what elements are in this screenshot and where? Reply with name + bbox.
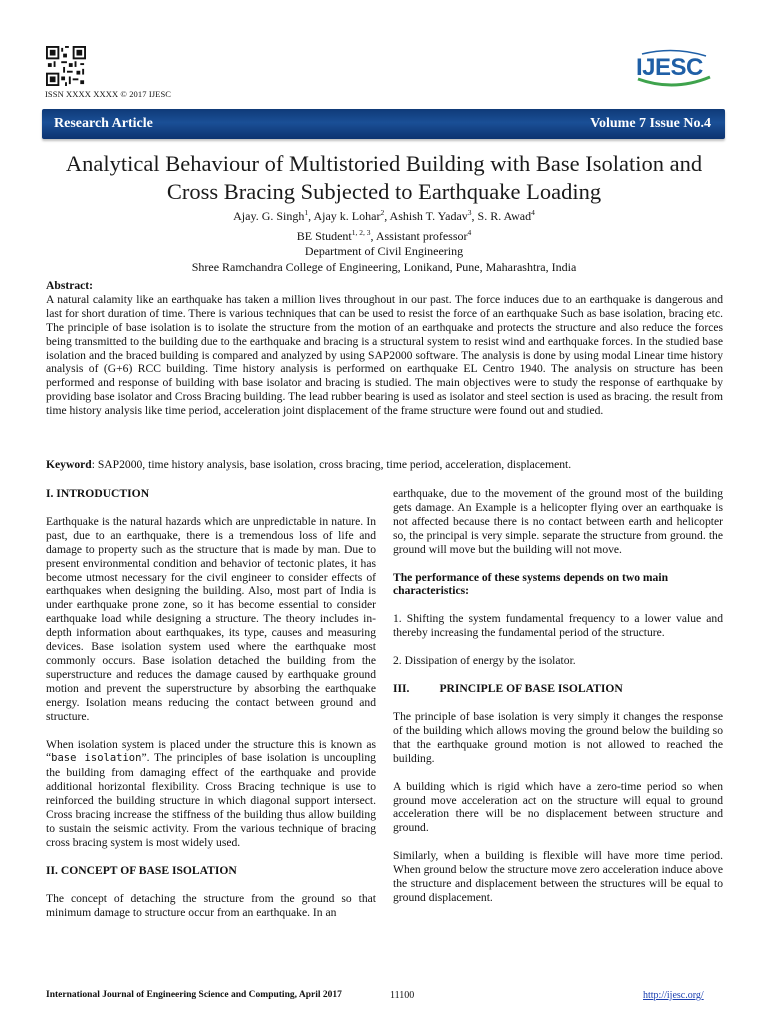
paragraph: earthquake, due to the movement of the ground most of the building gets damage. An Example is a helicopter flying over an earthquake is not affected because there is no contact between earth and helicopter so, the principal is very simple. separate the structure from ground. the ground will move but the building will not move. — [393, 487, 723, 556]
issn-line: ISSN XXXX XXXX © 2017 IJESC — [45, 89, 172, 99]
section-heading: II. CONCEPT OF BASE ISOLATION — [46, 863, 237, 877]
article-type: Research Article — [54, 116, 153, 131]
page-number: 11100 — [390, 990, 415, 1001]
paragraph: The principle of base isolation is very simply it changes the response of the building which allows moving the ground below the building so that the earthquake ground motion is not allowed to reached the building. — [393, 709, 723, 765]
paragraph: Similarly, when a building is flexible will have more time period. When ground below the structure move zero acceleration induce above the structure and displacement between the structures will be equal to ground displacement. — [393, 849, 723, 904]
keyword-label: Keyword — [46, 458, 92, 471]
handwritten-term: base isolation — [51, 752, 142, 765]
keywords — [46, 458, 723, 472]
abstract — [46, 279, 723, 418]
paragraph: Earthquake is the natural hazards which are unpredictable in nature. In past, due to an earthquake, there is a tremendous loss of life and damage to property such as the structure that is made by man. Due to present environmental condition and behavior of tectonic plates, it has become utmost necessary for the civil engineer to consider effects of earthquakes when designing the building. Also, most part of India is under earthquake prone zone, so it has become essential to consider earthquake load while designing a structure. The theory includes in-depth information about earthquakes, its type, causes and measuring devices. Base isolation system used where the earthquake most commonly occurs. Base isolation detached the building from the superstructure and reduces the damage caused by earthquake ground motion and prevent the superstructure by absorbing the earthquake energy. Isolation means reducing the contact between ground and structure. — [46, 514, 376, 723]
footer-journal: International Journal of Engineering Science and Computing, April 2017 — [46, 990, 342, 1000]
qr-code — [46, 46, 86, 86]
left-column — [46, 487, 376, 933]
keyword-text: : SAP2000, time history analysis, base isolation, cross bracing, time period, acceleration, displacement. — [91, 458, 572, 471]
paragraph: 2. Dissipation of energy by the isolator. — [393, 654, 576, 668]
section-heading: I. INTRODUCTION — [46, 487, 150, 500]
right-column — [393, 487, 723, 919]
abstract-heading: Abstract: — [46, 279, 94, 292]
paper-title: Analytical Behaviour of Multistoried Building with Base Isolation and Cross Bracing Subjected to Earthquake Loading — [65, 151, 703, 204]
volume-issue: Volume 7 Issue No.4 — [590, 116, 711, 131]
department: Department of Civil Engineering — [304, 244, 464, 258]
paragraph: The concept of detaching the structure from the ground so that minimum damage to structure occur from an earthquake. In an — [46, 891, 376, 919]
author-roles: BE Student$^{1, 2, 3}$, Assistant professor$^4$ — [296, 227, 472, 243]
article-header-band — [42, 109, 725, 139]
paragraph: When isolation system is placed under the structure this is known as “base isolation”. The principles of base isolation is uncoupling the building from damaging effect of the earthquake and provide additional horizontal flexibility. Cross Bracing technique is use to reinforced the building structure in which diagonal support intersect. Cross bracing increase the stiffness of the building thus allow building to sustain the seismic activity. From the various technique of bracing cross bracing system is most widely used. — [46, 737, 376, 849]
paragraph: 1. Shifting the system fundamental frequency to a lower value and thereby increasing the fundamental period of the structure. — [393, 612, 723, 640]
subsection-heading: The performance of these systems depends on two main characteristics: — [393, 570, 669, 598]
section-heading: III. PRINCIPLE OF BASE ISOLATION — [393, 682, 623, 696]
author-names: Ajay. G. Singh$^1$, Ajay k. Lohar$^2$, Ashish T. Yadav$^3$, S. R. Awad$^4$ — [233, 208, 535, 223]
journal-logo: IJESC — [634, 48, 714, 92]
affiliation: Shree Ramchandra College of Engineering, Lonikand, Pune, Maharashtra, India — [191, 259, 577, 274]
journal-url-link[interactable]: http://ijesc.org/ — [643, 990, 704, 1001]
paragraph: A building which is rigid which have a zero-time period so when ground move acceleration act on the structure will equal to ground acceleration there will be no displacement between structure and ground. — [393, 779, 723, 835]
abstract-body: A natural calamity like an earthquake has taken a million lives throughout in our past. The force induces due to an earthquake is dangerous and last for short duration of time. There is various techniques that can be used to resist the force of an earthquake Such as base isolation, bracing etc. The principle of base isolation is to isolate the structure from the motion of an earthquake and protects the structure and also reduce the forces being transmitted to the building due to the earthquake and bracing is a structural system to resist wind and earthquake forces. In the studied base isolation and the braced building is compared and analyzed by using SAP2000 software. The analysis is done by using modal Linear time history analysis of (G+6) RCC building. Time history analysis is performed on earthquake EL Centro 1940. The analysis on structure has been performed and response of building with base isolator and bracing is studied. The main objectives were to study the response of earthquake by providing base isolator and Cross Bracing building. The lead rubber bearing is used as isolator and steel section is used as bracing. the result from time history analysis like time period, acceleration joint displacement of the frame structure were found out and studied. — [46, 292, 723, 418]
author-block — [40, 205, 728, 275]
